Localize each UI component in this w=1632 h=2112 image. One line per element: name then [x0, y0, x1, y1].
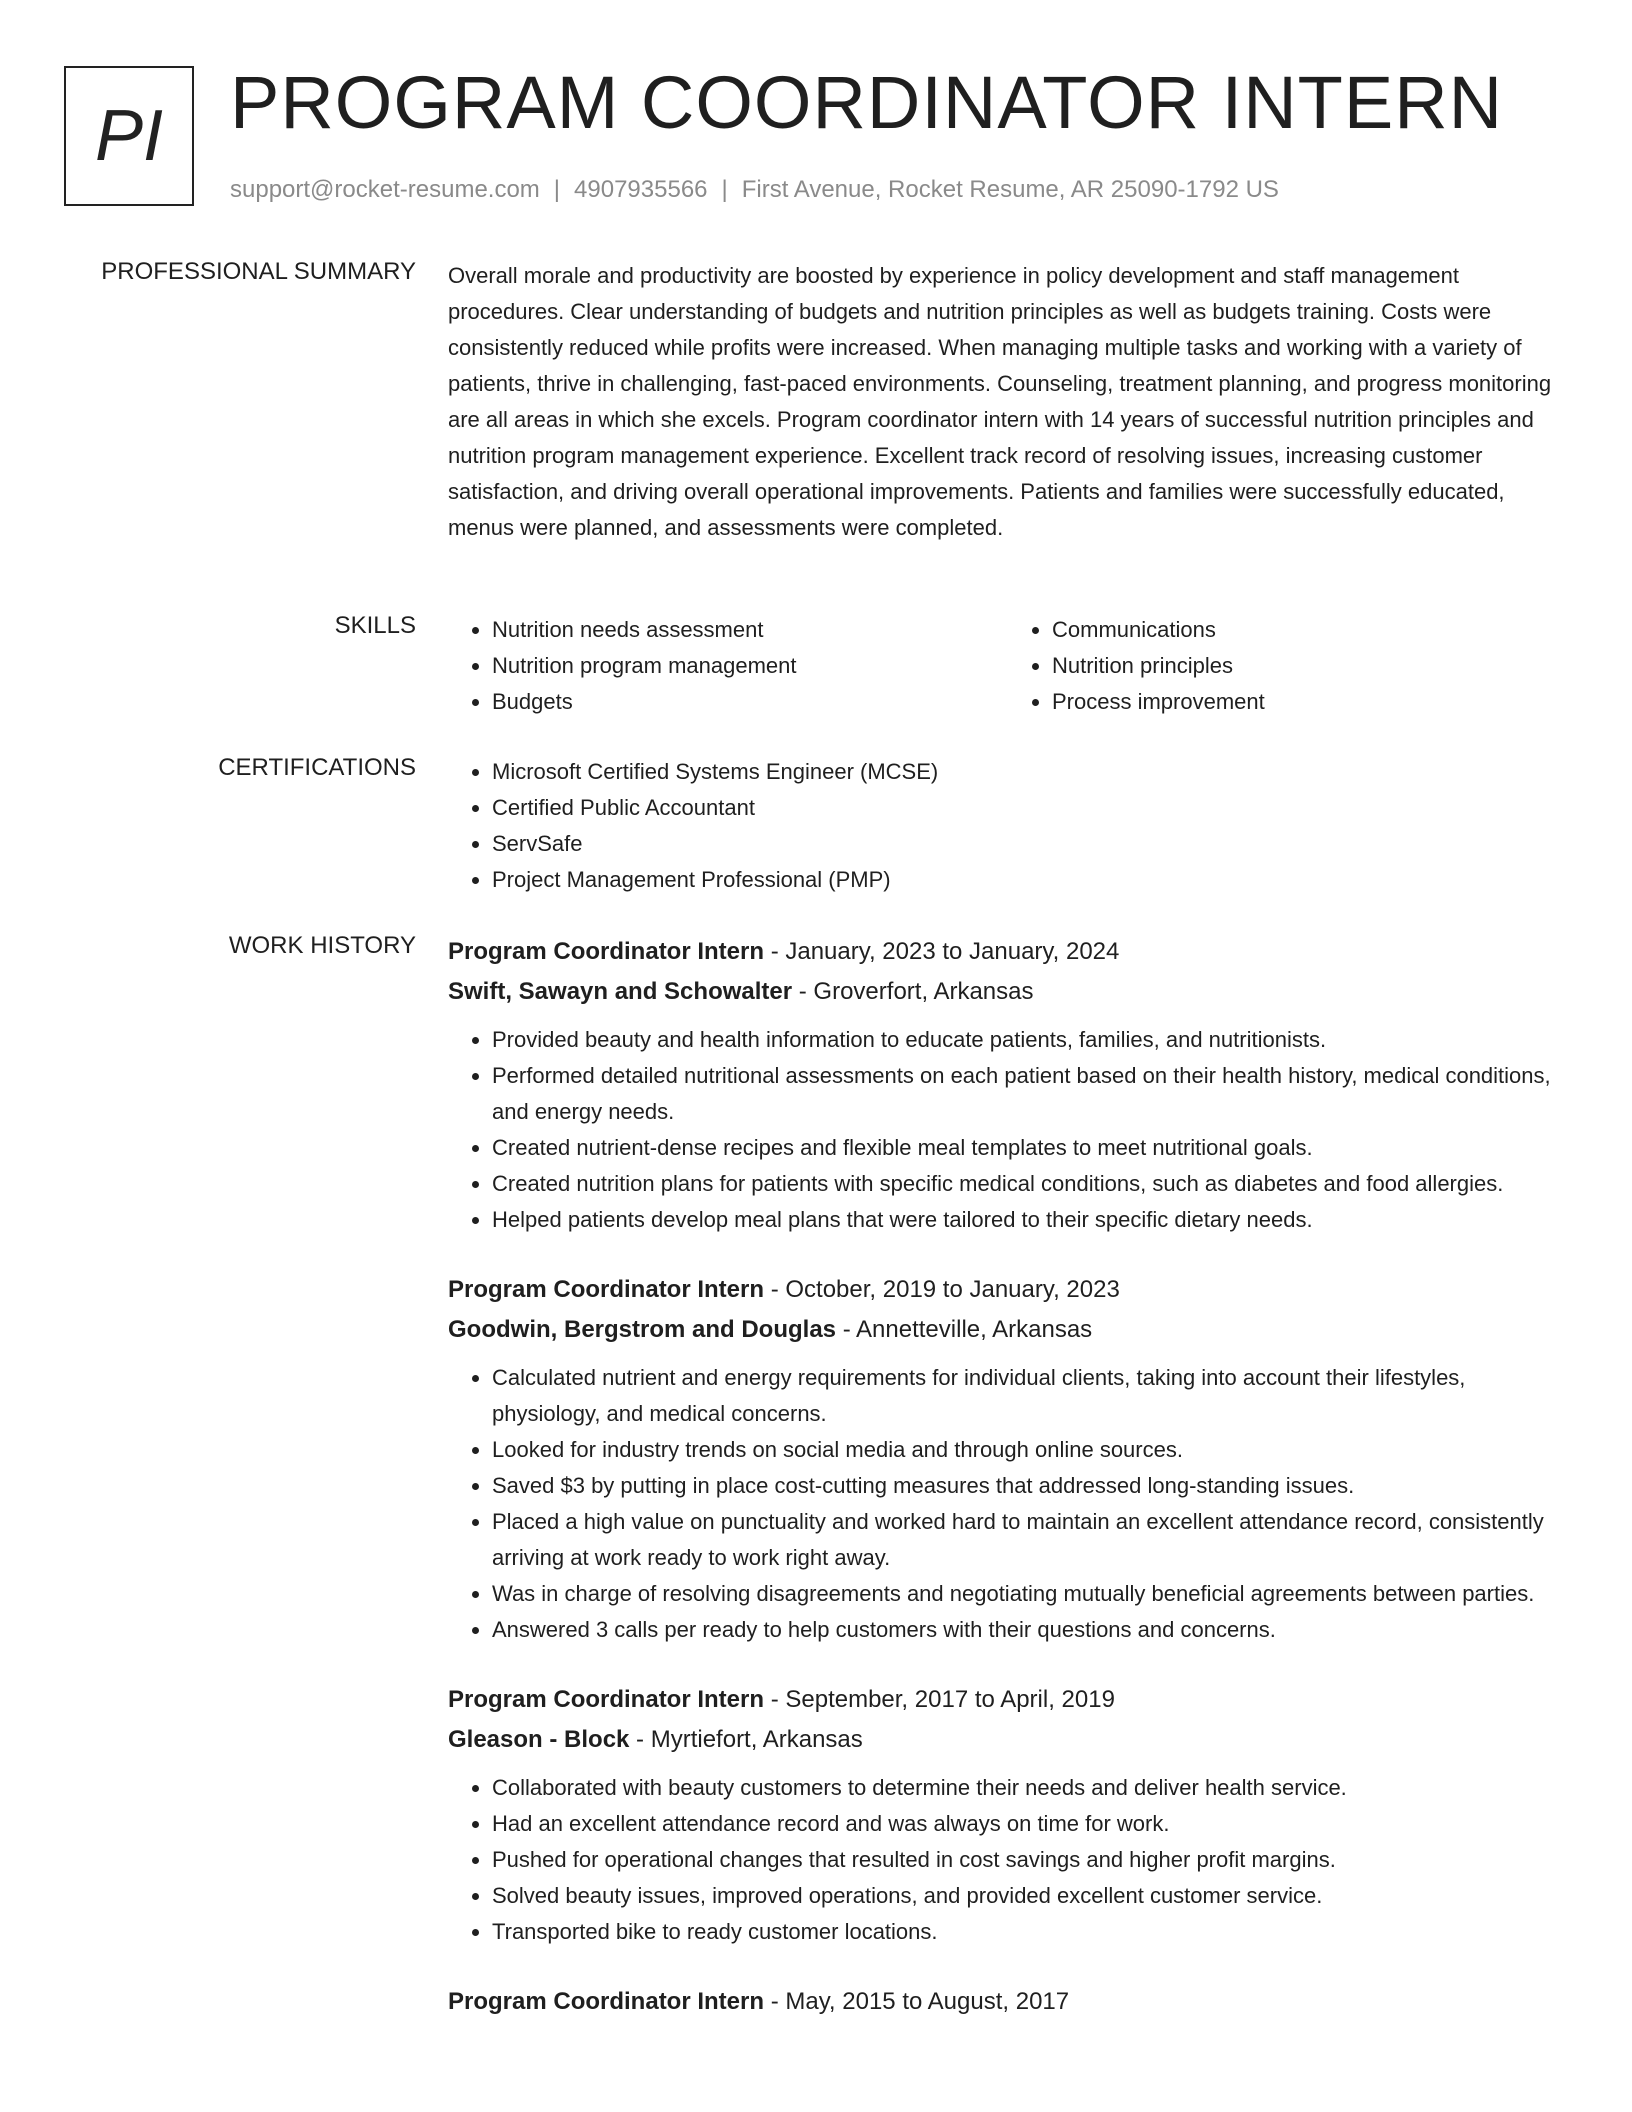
- job-entry: [448, 1270, 1568, 1648]
- certification-item: • Microsoft Certified Systems Engineer (MCSE): [492, 754, 1568, 790]
- job-role: Program Coordinator Intern: [448, 938, 765, 965]
- job-dates: October, 2019 to January, 2023: [785, 1276, 1120, 1303]
- contact-email: support@rocket-resume.com: [230, 176, 540, 203]
- job-company: Gleason - Block: [448, 1726, 630, 1753]
- section-title: PROFESSIONAL SUMMARY: [101, 258, 416, 285]
- skills-columns: [448, 612, 1568, 720]
- skill-item: • Process improvement: [1052, 684, 1568, 720]
- job-entry: [448, 1982, 1568, 2022]
- contact-separator: |: [721, 176, 728, 203]
- job-bullet: • Pushed for operational changes that resulted in cost savings and higher profit margins.: [492, 1842, 1568, 1878]
- section-title: CERTIFICATIONS: [218, 754, 416, 781]
- job-bullet: • Had an excellent attendance record and was always on time for work.: [492, 1806, 1568, 1842]
- job-location: Myrtiefort, Arkansas: [650, 1726, 863, 1753]
- job-role-line: Program Coordinator Intern - September, 2017 to April, 2019: [448, 1686, 1115, 1713]
- job-bullet: • Created nutrient-dense recipes and flexible meal templates to meet nutritional goals.: [492, 1130, 1568, 1166]
- job-company-line: Goodwin, Bergstrom and Douglas - Annetteville, Arkansas: [448, 1316, 1093, 1343]
- skills-list-col2: [1008, 612, 1568, 720]
- job-role-line: Program Coordinator Intern - October, 2019 to January, 2023: [448, 1276, 1120, 1303]
- job-role-line: Program Coordinator Intern - May, 2015 to August, 2017: [448, 1988, 1070, 2015]
- job-entry: [448, 932, 1568, 1238]
- skills-body: [448, 612, 1568, 720]
- job-bullet: • Collaborated with beauty customers to determine their needs and deliver health service.: [492, 1770, 1568, 1806]
- certification-item: • Certified Public Accountant: [492, 790, 1568, 826]
- job-dates: January, 2023 to January, 2024: [785, 938, 1120, 965]
- job-bullet: • Placed a high value on punctuality and worked hard to maintain an excellent attendance record, consistently arriving at work ready to work right away.: [492, 1504, 1568, 1576]
- job-company: Swift, Sawayn and Schowalter: [448, 978, 793, 1005]
- certifications-body: [448, 754, 1568, 898]
- job-bullets: [448, 1360, 1568, 1648]
- job-bullet: • Performed detailed nutritional assessments on each patient based on their health history, medical conditions, and energy needs.: [492, 1058, 1568, 1130]
- certification-item: • ServSafe: [492, 826, 1568, 862]
- job-bullet: • Solved beauty issues, improved operations, and provided excellent customer service.: [492, 1878, 1568, 1914]
- skill-item: • Nutrition needs assessment: [492, 612, 1008, 648]
- job-bullet: • Calculated nutrient and energy requirements for individual clients, taking into account their lifestyles, physiology, and medical concerns.: [492, 1360, 1568, 1432]
- job-role: Program Coordinator Intern: [448, 1276, 765, 1303]
- job-bullet: • Saved $3 by putting in place cost-cutting measures that addressed long-standing issues.: [492, 1468, 1568, 1504]
- job-entry: [448, 1680, 1568, 1950]
- resume-header: [64, 61, 1568, 216]
- job-location: Annetteville, Arkansas: [856, 1316, 1093, 1343]
- job-bullets: [448, 1022, 1568, 1238]
- summary-text: Overall morale and productivity are boosted by experience in policy development and staff management procedures. Clear understanding of budgets and nutrition principles as well as budgets training. Costs were consistently reduced while profits were increased. When managing multiple tasks and working with a variety of patients, thrive in challenging, fast-paced environments. Counseling, treatment planning, and progress monitoring are all areas in which she excels. Program coordinator intern with 14 years of successful nutrition principles and nutrition program management experience. Excellent track record of resolving issues, increasing customer satisfaction, and driving overall operational improvements. Patients and families were successfully educated, menus were planned, and assessments were completed.: [448, 263, 1552, 540]
- certification-item: • Project Management Professional (PMP): [492, 862, 1568, 898]
- skill-item: • Nutrition principles: [1052, 648, 1568, 684]
- work-history-body: [448, 932, 1568, 2054]
- contact-phone: 4907935566: [574, 176, 708, 203]
- contact-line: [230, 176, 1279, 204]
- job-bullets: [448, 1770, 1568, 1950]
- job-bullet: • Created nutrition plans for patients with specific medical conditions, such as diabetes and food allergies.: [492, 1166, 1568, 1202]
- job-location: Groverfort, Arkansas: [813, 978, 1034, 1005]
- skill-item: • Nutrition program management: [492, 648, 1008, 684]
- job-bullet: • Answered 3 calls per ready to help customers with their questions and concerns.: [492, 1612, 1568, 1648]
- contact-separator: |: [553, 176, 561, 203]
- job-bullet: • Was in charge of resolving disagreements and negotiating mutually beneficial agreements between parties.: [492, 1576, 1568, 1612]
- section-title: SKILLS: [334, 612, 416, 639]
- skills-list-col1: [448, 612, 1008, 720]
- job-dates: May, 2015 to August, 2017: [785, 1988, 1070, 2015]
- monogram: PI: [64, 66, 194, 206]
- skill-item: • Budgets: [492, 684, 1008, 720]
- job-bullet: • Helped patients develop meal plans that were tailored to their specific dietary needs.: [492, 1202, 1568, 1238]
- job-company-line: Swift, Sawayn and Schowalter - Groverfort, Arkansas: [448, 978, 1034, 1005]
- contact-address: First Avenue, Rocket Resume, AR 25090-1792 US: [741, 176, 1279, 203]
- job-company-line: Gleason - Block - Myrtiefort, Arkansas: [448, 1726, 863, 1753]
- section-title: WORK HISTORY: [228, 932, 416, 959]
- job-bullet: • Transported bike to ready customer locations.: [492, 1914, 1568, 1950]
- job-company: Goodwin, Bergstrom and Douglas: [448, 1316, 837, 1343]
- job-bullet: • Looked for industry trends on social media and through online sources.: [492, 1432, 1568, 1468]
- job-role-line: Program Coordinator Intern - January, 2023 to January, 2024: [448, 938, 1120, 965]
- skill-item: • Communications: [1052, 612, 1568, 648]
- job-role: Program Coordinator Intern: [448, 1686, 765, 1713]
- job-bullet: • Provided beauty and health information to educate patients, families, and nutritionists.: [492, 1022, 1568, 1058]
- page-title: PROGRAM COORDINATOR INTERN: [230, 61, 1504, 144]
- certifications-list: [448, 754, 1568, 898]
- job-role: Program Coordinator Intern: [448, 1988, 765, 2015]
- job-dates: September, 2017 to April, 2019: [785, 1686, 1115, 1713]
